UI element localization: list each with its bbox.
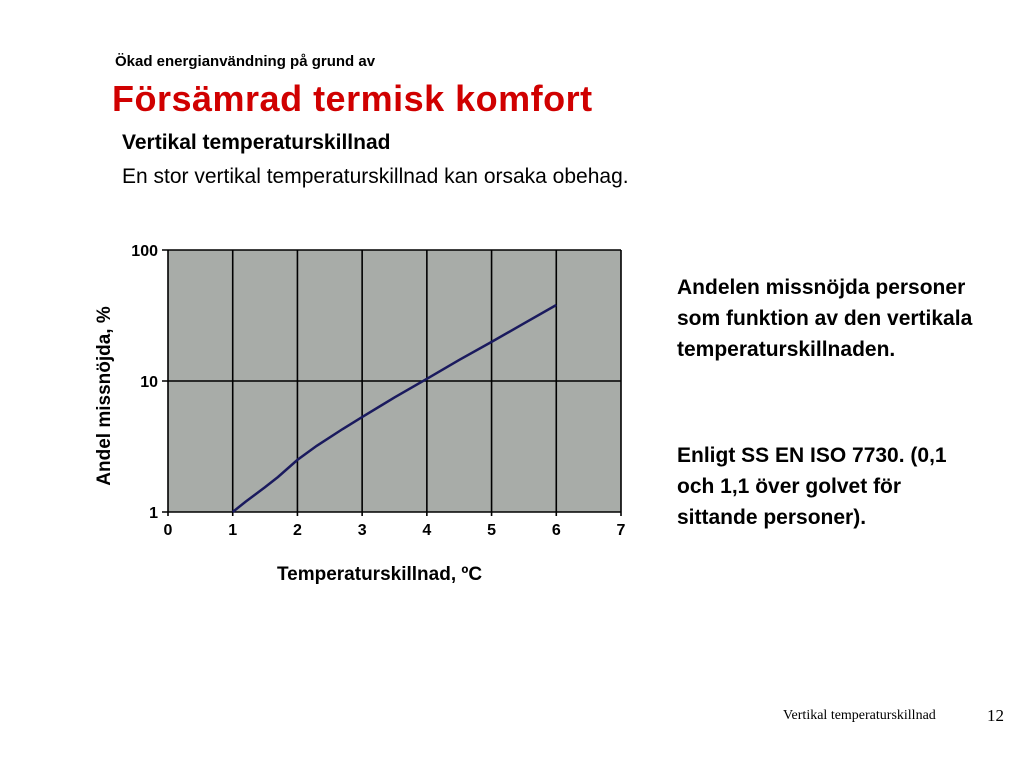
x-tick-label: 2 xyxy=(292,522,302,539)
footer-label: Vertikal temperaturskillnad xyxy=(783,708,936,723)
x-tick-label: 3 xyxy=(357,522,367,539)
slide-lead-text: En stor vertikal temperaturskillnad kan orsaka obehag. xyxy=(122,165,629,188)
slide-title: Försämrad termisk komfort xyxy=(112,78,593,119)
x-tick-label: 4 xyxy=(422,522,432,539)
slide-kicker: Ökad energianvändning på grund av xyxy=(115,53,376,70)
y-tick-labels xyxy=(131,243,158,522)
x-tick-label: 6 xyxy=(551,522,561,539)
y-tick-label: 100 xyxy=(131,243,158,260)
x-axis-label: Temperaturskillnad, ºC xyxy=(276,564,483,585)
page-number: 12 xyxy=(987,706,1004,725)
y-axis-label: Andel missnöjda, % xyxy=(94,306,115,486)
side-reference: Enligt SS EN ISO 7730. (0,1 och 1,1 över golvet för sittande personer). xyxy=(677,444,947,529)
x-tick-label: 7 xyxy=(616,522,626,539)
x-tick-labels xyxy=(164,522,626,539)
side-description: Andelen missnöjda personer som funktion av den vertikala temperaturskillnaden. xyxy=(677,276,973,361)
dissatisfied-chart xyxy=(80,225,640,595)
x-tick-label: 0 xyxy=(163,522,173,539)
x-tick-label: 5 xyxy=(487,522,497,539)
y-tick-label: 1 xyxy=(149,505,158,522)
slide-subtitle: Vertikal temperaturskillnad xyxy=(122,131,391,154)
y-tick-label: 10 xyxy=(140,374,158,391)
x-tick-label: 1 xyxy=(228,522,238,539)
